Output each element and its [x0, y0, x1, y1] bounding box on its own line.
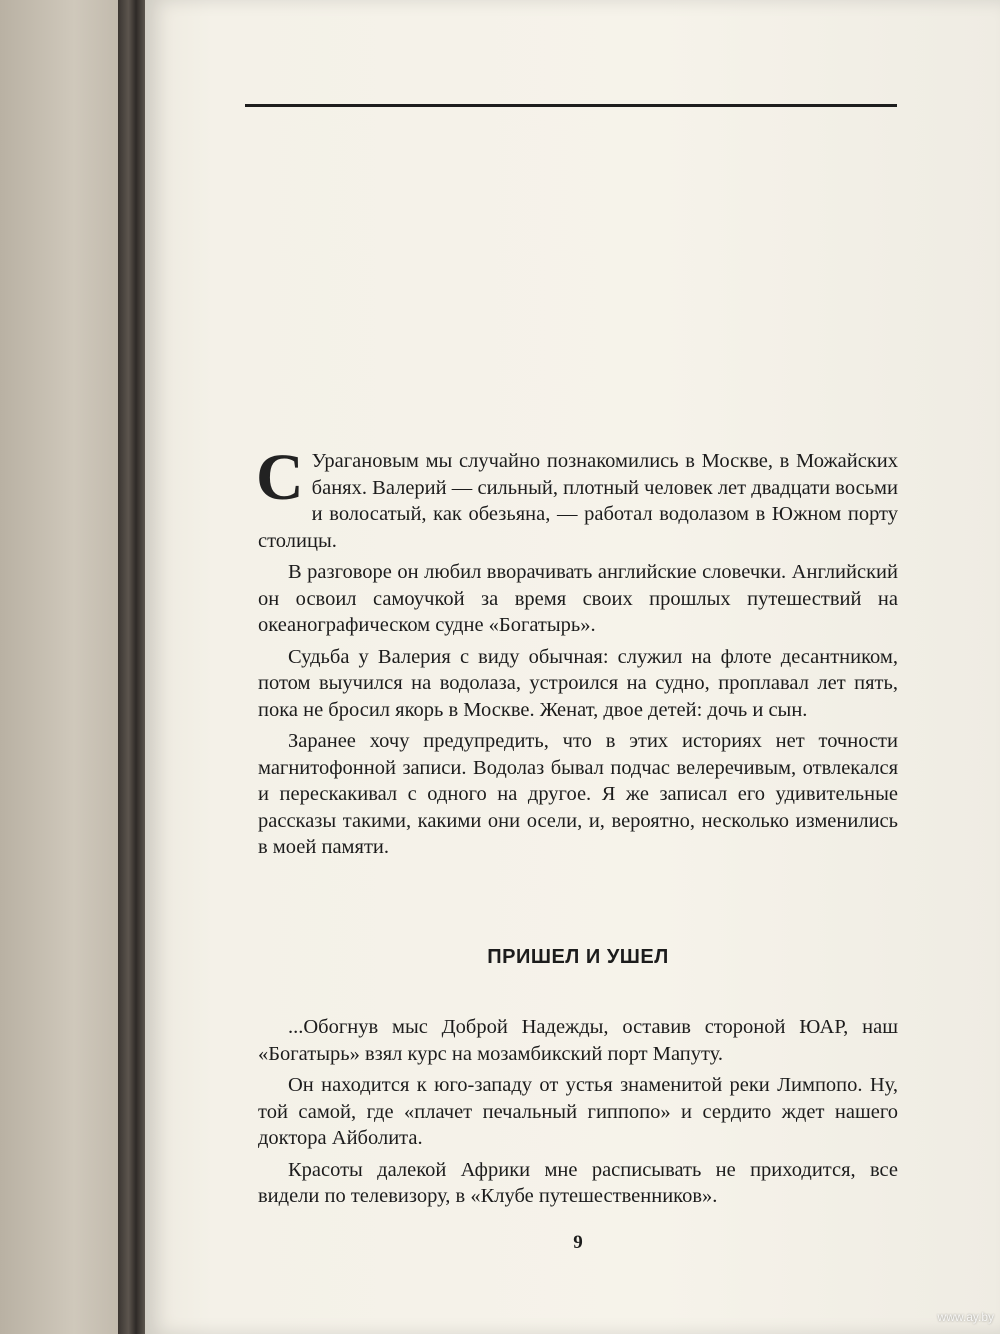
page-number: 9	[573, 1232, 583, 1253]
section-text	[258, 1014, 898, 1215]
section-title: ПРИШЕЛ И УШЕЛ	[487, 946, 669, 968]
book-spine-edge	[118, 0, 148, 1334]
section-paragraph-1: ...Обогнув мыс Доброй Надежды, оставив стороной ЮАР, наш «Богатырь» взял курс на мозамбикский порт Мапуту.	[258, 1016, 898, 1065]
book-page	[145, 0, 1000, 1334]
intro-paragraph-2: В разговоре он любил вворачивать английские словечки. Английский он освоил самоучкой за время своих прошлых путешествий на океанографическом судне «Богатырь».	[258, 561, 898, 636]
intro-paragraph-1	[256, 441, 898, 554]
section-paragraph-2: Он находится к юго-западу от устья знаменитой реки Лимпопо. Ну, той самой, где «плачет печальный гиппопо» и сердито ждет нашего доктора Айболита.	[258, 1074, 898, 1149]
section-paragraph-3: Красоты далекой Африки мне расписывать не приходится, все видели по телевизору, в «Клубе путешественников».	[258, 1158, 898, 1207]
header-rule	[245, 104, 897, 107]
intro-paragraph-4: Заранее хочу предупредить, что в этих историях нет точности магнитофонной записи. Водолаз бывал подчас велеречивым, отвлекался и перескакивал с одного на другое. Я же записал его удивительные рассказы такими, какими они осели, и, вероятно, несколько изменились в моей памяти.	[258, 730, 898, 858]
intro-text	[256, 441, 898, 866]
intro-paragraph-1-text: Урагановым мы случайно познакомились в Москве, в Можайских банях. Валерий — сильный, плотный человек лет двадцати восьми и волосатый, как обезьяна, — работал водолазом в Южном порту столицы.	[258, 450, 898, 552]
left-page	[0, 0, 135, 1334]
drop-cap: С	[256, 441, 304, 514]
watermark: www.ay.by	[937, 1310, 994, 1324]
intro-paragraph-3: Судьба у Валерия с виду обычная: служил на флоте десантником, потом выучился на водолаза, устроился на судно, проплавал лет пять, пока не бросил якорь в Москве. Женат, двое детей: дочь и сын.	[258, 645, 898, 721]
